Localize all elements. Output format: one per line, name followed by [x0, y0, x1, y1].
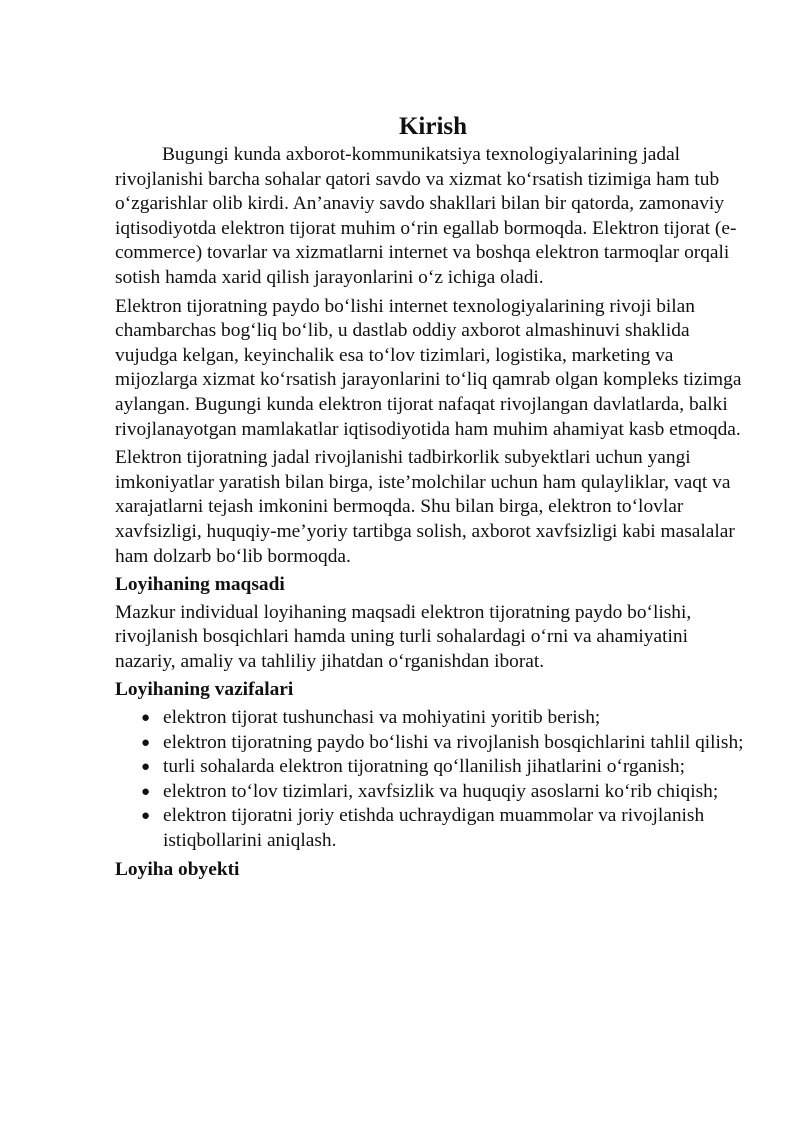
object-heading: Loyiha obyekti: [115, 858, 240, 880]
intro-paragraph-2: Elektron tijoratning paydo bo‘lishi internet texnologiyalarining rivoji bilan chambarchas bog‘liq bo‘lib, u dastlab oddiy axborot almashinuvi shaklida vujudga kelgan, keyinchalik esa to‘lov tizimlari, logistika, marketing va mijozlarga xizmat ko‘rsatish jarayonlarini to‘liq qamrab olgan kompleks tizimga aylangan. Bugungi kunda elektron tijorat nafaqat rivojlangan davlatlarda, balki rivojlanayotgan mamlakatlar iqtisodiyotida ham muhim ahamiyat kasb etmoqda.: [115, 295, 742, 440]
goal-paragraph: Mazkur individual loyihaning maqsadi elektron tijoratning paydo bo‘lishi, rivojlanish bosqichlari hamda uning turli sohalardagi o‘rni va ahamiyatini nazariy, amaliy va tahliliy jihatdan o‘rganishdan iborat.: [115, 601, 692, 672]
list-item: [141, 780, 745, 805]
bullet-icon: ●: [141, 808, 151, 825]
tasks-list: [115, 706, 745, 854]
bullet-icon: ●: [141, 759, 151, 776]
list-item-text: elektron tijorat tushunchasi va mohiyatini yoritib berish;: [163, 707, 601, 729]
list-item-text: elektron tijoratni joriy etishda uchraydigan muammolar va rivojlanish istiqbollarini aniqlash.: [163, 805, 705, 852]
bullet-icon: ●: [141, 734, 151, 751]
bullet-icon: ●: [141, 783, 151, 800]
list-item: [141, 755, 745, 780]
goal-heading: Loyihaning maqsadi: [115, 574, 285, 596]
bullet-icon: ●: [141, 710, 151, 727]
list-item-text: turli sohalarda elektron tijoratning qo‘llanilish jihatlarini o‘rganish;: [163, 756, 685, 778]
tasks-heading: Loyihaning vazifalari: [115, 679, 294, 701]
document-page: [115, 112, 745, 885]
list-item: [141, 731, 745, 756]
page-title: Kirish: [398, 113, 468, 140]
list-item-text: elektron to‘lov tizimlari, xavfsizlik va huquqiy asoslarni ko‘rib chiqish;: [163, 780, 719, 802]
intro-paragraph-1: Bugungi kunda axborot-kommunikatsiya texnologiyalarining jadal rivojlanishi barcha sohalar qatori savdo va xizmat ko‘rsatish tizimiga ham tub o‘zgarishlar olib kirdi. An’anaviy savdo shakllari bilan bir qatorda, zamonaviy iqtisodiyotda elektron tijorat muhim o‘rin egallab bormoqda. Elektron tijorat (e-commerce) tovarlar va xizmatlarni internet va boshqa elektron tarmoqlar orqali sotish hamda xarid qilish jarayonlarini o‘z ichiga oladi.: [115, 144, 737, 288]
list-item: [141, 706, 745, 731]
list-item: [141, 804, 745, 853]
list-item-text: elektron tijoratning paydo bo‘lishi va rivojlanish bosqichlarini tahlil qilish;: [163, 731, 744, 753]
intro-paragraph-3: Elektron tijoratning jadal rivojlanishi tadbirkorlik subyektlari uchun yangi imkoniyatlar yaratish bilan birga, iste’molchilar uchun ham qulayliklar, vaqt va xarajatlarni tejash imkonini bermoqda. Shu bilan birga, elektron to‘lovlar xavfsizligi, huquqiy-me’yoriy tartibga solish, axborot xavfsizligi kabi masalalar ham dolzarb bo‘lib bormoqda.: [115, 447, 735, 567]
